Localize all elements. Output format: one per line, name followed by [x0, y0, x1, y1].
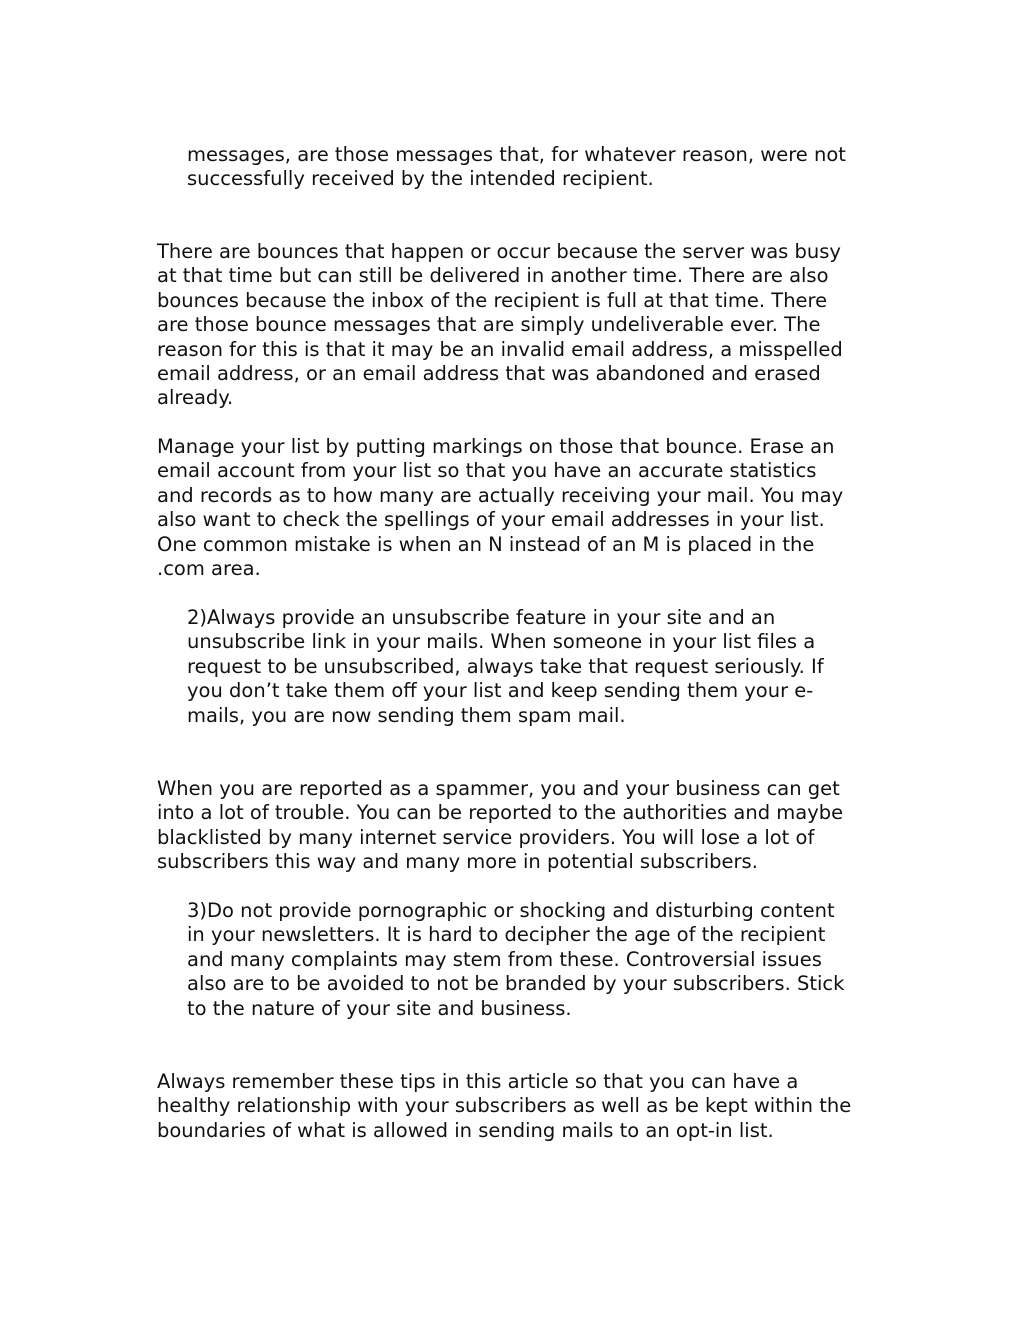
paragraph-bounce-types: There are bounces that happen or occur because the server was busy at that time but can still be delivered in another time. There are also bounces because the inbox of the recipient is full at that time. There are those bounce messages that are simply undeliverable ever. The reason for this is that it may be an invalid email address, a misspelled email address, or an email address that was abandoned and erased already.: [157, 240, 843, 410]
paragraph-tip-3-content: 3)Do not provide pornographic or shocking and disturbing content in your newsletters. It is hard to decipher the age of the recipient and many complaints may stem from these. Controversial issues also are to be avoided to not be branded by your subscribers. Stick to the nature of your site and business.: [187, 899, 845, 1020]
paragraph-conclusion: Always remember these tips in this article so that you can have a healthy relationship with your subscribers as well as be kept within the boundaries of what is allowed in sending mails to an opt-in list.: [157, 1070, 852, 1142]
paragraph-manage-list: Manage your list by putting markings on those that bounce. Erase an email account from your list so that you have an accurate statistics and records as to how many are actually receiving your mail. You may also want to check the spellings of your email addresses in your list. One common mistake is when an N instead of an M is placed in the .com area.: [157, 435, 844, 581]
paragraph-spammer-consequences: When you are reported as a spammer, you and your business can get into a lot of trouble. You can be reported to the authorities and maybe blacklisted by many internet service providers. You will lose a lot of subscribers this way and many more in potential subscribers.: [157, 777, 844, 874]
paragraph-tip-2-unsubscribe: 2)Always provide an unsubscribe feature in your site and an unsubscribe link in your mails. When someone in your list files a request to be unsubscribed, always take that request seriously. If you don’t take them off your list and keep sending them your e- mails, you are now sending them spam mail.: [187, 606, 824, 727]
paragraph-bounce-definition-continued: messages, are those messages that, for whatever reason, were not successfully received by the intended recipient.: [187, 143, 846, 191]
